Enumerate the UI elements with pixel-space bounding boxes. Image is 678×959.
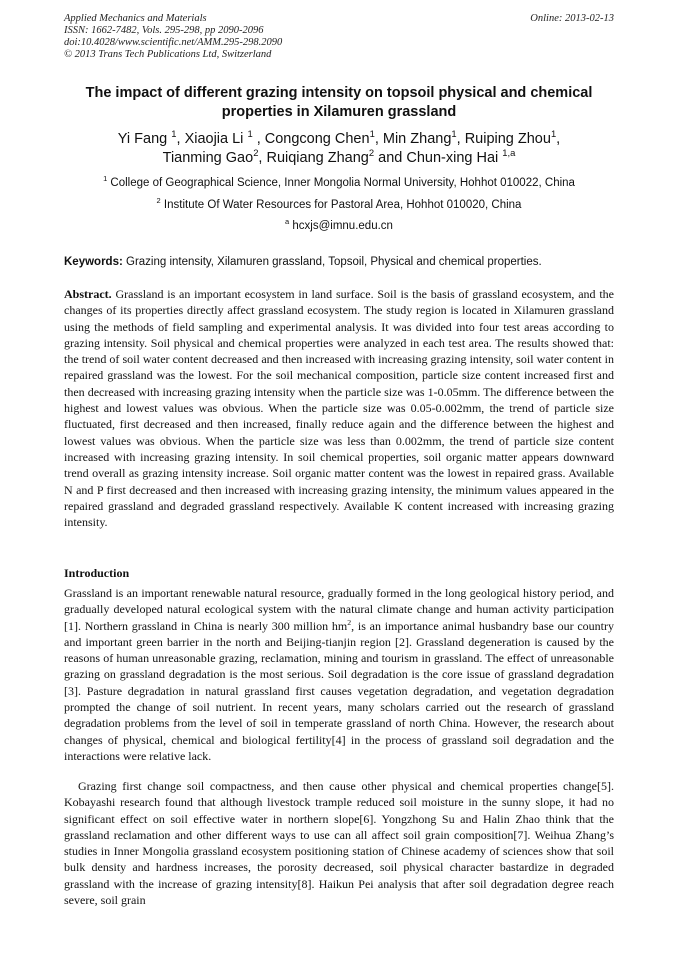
paragraph-text: Grazing first change soil compactness, and then cause other physical and chemical properties change[5]. Kobayashi research found that although livestock trample reduced soil moisture in the sunny slope, it had no significant effect on soil effective water in northern slope[6]. Yongzhong Su and Halin Zhao think that the grassland reclamation and other different ways to use can all affect soil grain composition[7]. Weihua Zhang’s studies in Inner Mongolia grassland ecosystem positioning station of Chinese academy of sciences show that soil bulk density and hardness increases, the porosity decreased, soil physical character bastardize in degraded grassland with the increase of grazing intensity[8]. Haikun Pei analysis that after soil degradation degree reach severe, soil grain: [64, 779, 614, 908]
author-sup: 2: [368, 147, 375, 159]
introduction-heading: Introduction: [64, 566, 130, 580]
doi-line: doi:10.4028/www.scientific.net/AMM.295-298.2090: [64, 37, 283, 48]
author-list: Yi Fang $^1$, Xiaojia Li $^1$ , Congcong Chen$^1$, Min Zhang$^1$, Ruiping Zhou$^1$, Tianming Gao$^2$, Ruiqiang Zhang$^2$ and Chun-xing Hai $^{1,a}$: [117, 128, 561, 166]
author-sup: 1: [550, 128, 557, 140]
paragraph-text: , is an importance animal husbandry base our country and important green barrier in the north and Beijing-tianjin region [2]. Grassland degeneration is caused by the reasons of human unreasonable grazing, reclamation, mining and tourism in grassland. The effect of unreasonable grazing on grassland degradation is the most serious. Soil degradation is the core issue of grassland degradation [3]. Pasture degradation in natural grassland first causes vegetation degradation, and vegetation degradation prompted the change of soil nutrient. In recent years, many scholars carried out the research of grassland degradation problems from the level of soil in temperate grassland of north China. However, the research about changes of physical, chemical and biological fertility[4] in the process of grassland soil degradation and the interactions were relative lack.: [64, 618, 614, 763]
affiliation-text: Institute Of Water Resources for Pastoral Area, Hohhot 010020, China: [163, 199, 522, 211]
author: Yi Fang: [117, 131, 168, 147]
abstract-text: Grassland is an important ecosystem in land surface. Soil is the basis of grassland ecosystem, and the changes of its properties directly affect grassland ecosystem. The study region is located in Xilamuren grassland using the methods of field sampling and experimental analysis. It was divided into four test areas according to grazing intensity. Soil physical and chemical properties were analyzed in each test area. The results showed that: the trend of soil water content decreased and then increased with increasing grazing intensity, soil water content in repaired grassland was the lowest. For the soil mechanical composition, particle size content increased first and then decreased with increasing grazing intensity when the particle size was 1-0.05mm. The difference between the highest and lowest values was obvious. When the particle size was 0.05-0.002mm, the trend of particle size fluctuated, first decreased and then increased, finally reduce again and the difference between the highest and lowest values was obvious. When the particle size was less than 0.002mm, the trend of particle size content increased with increasing grazing intensity. In soil chemical properties, soil organic matter appears downward trend overall as grazing intensity increase. Soil organic matter content was the lowest in repaired grass. Available N and P first decreased and then increased with increasing grazing intensity, the minimum values appeared in the repaired grassland and degraded grassland respectively. Available K content increased with increasing grazing intensity.: [64, 287, 614, 530]
unit-sup: 2: [347, 617, 352, 627]
author-sup: 2: [253, 147, 259, 159]
keywords-label: Keywords:: [64, 256, 123, 268]
author: Ruiping Zhou: [464, 131, 551, 147]
email-text: hcxjs@imnu.edu.cn: [292, 220, 393, 232]
author-sup: 1: [171, 128, 177, 140]
journal-name: Applied Mechanics and Materials: [64, 13, 207, 24]
copyright-line: © 2013 Trans Tech Publications Ltd, Switzerland: [64, 49, 272, 60]
author: Chun-xing Hai: [406, 150, 499, 166]
author-sup: 1: [369, 128, 375, 140]
paragraph-text: Grassland is an important renewable natural resource, gradually formed in the long geological history period, and gradually developed natural ecological system with the natural climate change and human activity participation [1]. Northern grassland in China is nearly 300 million hm: [64, 586, 614, 633]
affiliation-2: [64, 198, 614, 212]
author: Xiaojia Li: [184, 131, 244, 147]
introduction-paragraph-1: [64, 585, 614, 764]
email-sup: a: [285, 217, 290, 227]
abstract-label: Abstract.: [64, 287, 112, 301]
author-sup: 1: [451, 128, 457, 140]
author: Ruiqiang Zhang: [266, 150, 369, 166]
author-sup: 1: [247, 128, 253, 140]
author: Min Zhang: [382, 131, 452, 147]
introduction-paragraph-2: [64, 778, 614, 908]
issn-line: ISSN: 1662-7482, Vols. 295-298, pp 2090-2096: [64, 25, 264, 36]
affiliation-text: College of Geographical Science, Inner Mongolia Normal University, Hohhot 010022, China: [110, 177, 575, 189]
author-sup: 1,a: [502, 147, 516, 159]
corresponding-email: [64, 219, 614, 233]
author: Congcong Chen: [264, 131, 370, 147]
journal-header: [64, 13, 282, 61]
keywords-text: Grazing intensity, Xilamuren grassland, Topsoil, Physical and chemical properties.: [126, 256, 542, 268]
keywords: [64, 255, 614, 269]
paper-title: The impact of different grazing intensity on topsoil physical and chemical properties in Xilamuren grassland: [85, 85, 593, 120]
abstract: [64, 286, 614, 530]
affiliation-1: [64, 176, 614, 190]
affiliation-sup: 1: [103, 174, 108, 184]
author: Tianming Gao: [162, 150, 254, 166]
affiliation-sup: 2: [156, 196, 161, 206]
online-date: Online: 2013-02-13: [530, 13, 614, 24]
